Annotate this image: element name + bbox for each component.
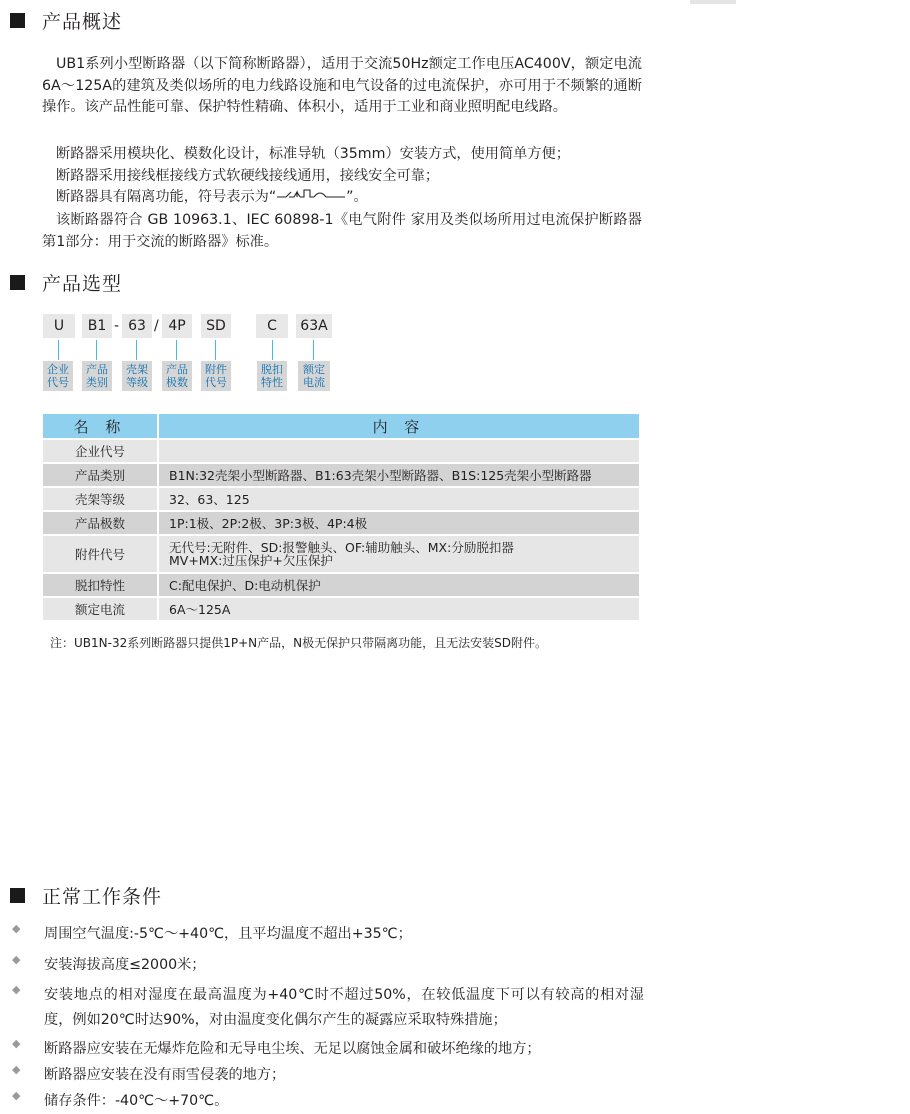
connector-line [136, 340, 137, 360]
section-title: 产品选型 [42, 273, 123, 295]
list-item [12, 1063, 652, 1088]
diamond-bullet-icon: ◆ [12, 1063, 21, 1076]
row-name: 产品极数 [43, 511, 158, 535]
code-label-accessory: 附件 代号 [201, 361, 231, 391]
code-separator-dash: - [114, 318, 120, 334]
condition-text: 周围空气温度:-5℃～+40℃，且平均温度不超出+35℃； [44, 926, 412, 942]
table-row [43, 511, 639, 535]
row-name: 壳架等级 [43, 487, 158, 511]
code-label-category: 产品 类别 [82, 361, 112, 391]
table-row [43, 535, 639, 573]
row-content: C:配电保护、D:电动机保护 [158, 573, 639, 597]
list-item [12, 983, 652, 1033]
row-name: 产品类别 [43, 463, 158, 487]
row-name: 脱扣特性 [43, 573, 158, 597]
code-label-current: 额定 电流 [298, 361, 330, 391]
condition-text: 储存条件：-40℃～+70℃。 [44, 1093, 229, 1109]
overview-paragraph: 该断路器符合 GB 10963.1、IEC 60898-1《电气附件 家用及类似场所用过电流保护断路器第1部分：用于交流的断路器》标准。 [42, 212, 642, 250]
row-content: 32、63、125 [158, 487, 639, 511]
overview-paragraph: UB1系列小型断路器（以下简称断路器），适用于交流50Hz额定工作电压AC400V，额定电流6A～125A的建筑及类似场所的电力线路设施和电气设备的过电流保护，亦可用于不频繁的通断操作。该产品性能可靠、保护特性精确、体积小，适用于工业和商业照明配电线路。 [42, 56, 642, 115]
square-marker-icon [10, 275, 25, 290]
code-box-poles: 4P [162, 314, 192, 338]
row-content: B1N:32壳架小型断路器、B1:63壳架小型断路器、B1S:125壳架小型断路器 [158, 463, 639, 487]
diamond-bullet-icon: ◆ [12, 1037, 21, 1050]
section-title: 产品概述 [42, 11, 123, 33]
isolation-symbol-icon [276, 188, 346, 202]
diamond-bullet-icon: ◆ [12, 983, 21, 996]
table-footnote: 注：UB1N-32系列断路器只提供1P+N产品，N极无保护只带隔离功能，且无法安装SD附件。 [50, 636, 547, 650]
table-row [43, 487, 639, 511]
table-header-row [43, 414, 639, 439]
overview-paragraph [42, 187, 642, 209]
condition-text: 断路器应安装在没有雨雪侵袭的地方； [44, 1067, 286, 1083]
diamond-bullet-icon: ◆ [12, 1089, 21, 1102]
table-row [43, 573, 639, 597]
row-content: 无代号:无附件、SD:报警触头、OF:辅助触头、MX:分励脱扣器 MV+MX:过压保护+欠压保护 [158, 535, 639, 573]
connector-line [176, 340, 177, 360]
code-separator-slash: / [154, 318, 159, 334]
code-box-company: U [43, 314, 75, 338]
code-label-company: 企业 代号 [43, 361, 73, 391]
code-label-poles: 产品 极数 [162, 361, 192, 391]
overview-features [42, 144, 642, 209]
top-edge-bar [690, 0, 736, 4]
square-marker-icon [10, 13, 25, 28]
condition-text: 断路器应安装在无爆炸危险和无导电尘埃、无足以腐蚀金属和破坏绝缘的地方； [44, 1041, 541, 1057]
isolation-text-prefix: 断路器具有隔离功能，符号表示为“ [56, 189, 277, 205]
overview-paragraph: 断路器采用模块化、模数化设计，标准导轨（35mm）安装方式，使用简单方便； [56, 146, 570, 162]
row-name: 附件代号 [43, 535, 158, 573]
code-box-accessory: SD [201, 314, 231, 338]
isolation-text-suffix: ”。 [346, 189, 368, 205]
connector-line [272, 340, 273, 360]
list-item [12, 953, 652, 978]
condition-text: 安装地点的相对湿度在最高温度为+40℃时不超过50%，在较低温度下可以有较高的相对湿度，例如20℃时达90%，对由温度变化偶尔产生的凝露应采取特殊措施； [44, 987, 644, 1028]
row-content [158, 439, 639, 463]
list-item [12, 1037, 652, 1062]
code-label-frame: 壳架 等级 [122, 361, 152, 391]
overview-text [42, 54, 642, 119]
code-label-trip: 脱扣 特性 [257, 361, 287, 391]
code-box-category: B1 [82, 314, 112, 338]
row-name: 企业代号 [43, 439, 158, 463]
square-marker-icon [10, 888, 25, 903]
code-box-frame: 63 [122, 314, 152, 338]
row-content: 1P:1极、2P:2极、3P:3极、4P:4极 [158, 511, 639, 535]
table-row [43, 597, 639, 621]
selection-table [43, 414, 639, 622]
table-row [43, 463, 639, 487]
table-row [43, 439, 639, 463]
overview-paragraph: 断路器采用接线框接线方式软硬线接线通用，接线安全可靠； [56, 167, 440, 184]
diamond-bullet-icon: ◆ [12, 953, 21, 966]
code-box-current: 63A [296, 314, 332, 338]
table-header-content: 内 容 [158, 414, 639, 439]
condition-text: 安装海拔高度≤2000米； [44, 957, 206, 973]
table-header-name: 名 称 [43, 414, 158, 439]
list-item [12, 922, 652, 947]
code-box-trip: C [256, 314, 288, 338]
section-title: 正常工作条件 [42, 886, 163, 908]
connector-line [313, 340, 314, 360]
connector-line [96, 340, 97, 360]
row-name: 额定电流 [43, 597, 158, 621]
row-content: 6A～125A [158, 597, 639, 621]
diamond-bullet-icon: ◆ [12, 922, 21, 935]
connector-line [58, 340, 59, 360]
overview-standard [42, 210, 642, 253]
connector-line [215, 340, 216, 360]
list-item [12, 1089, 652, 1114]
